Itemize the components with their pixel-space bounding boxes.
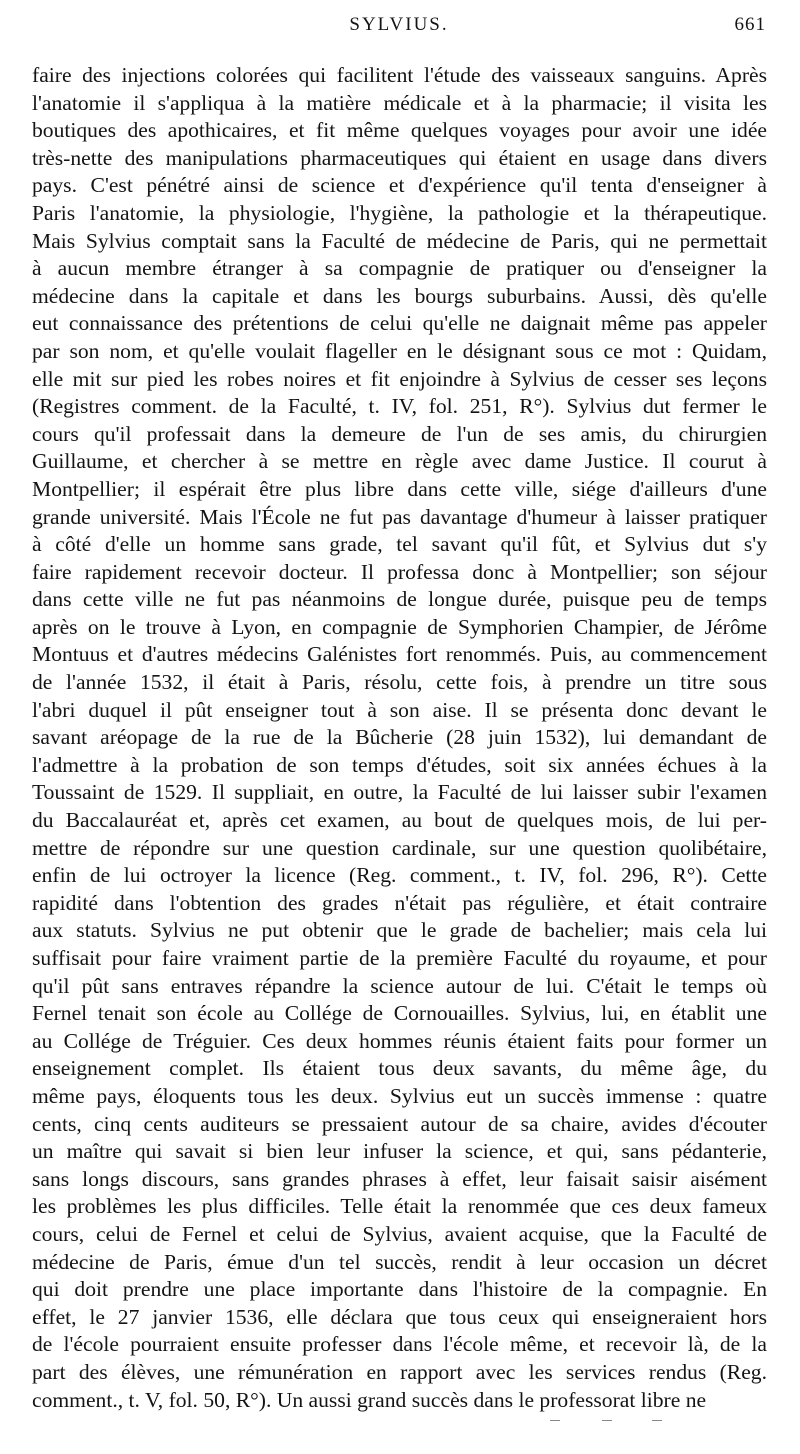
text-line: eut connaissance des prétentions de celui qu'elle ne daignait même pas appeler [32,311,767,336]
text-line: part des élèves, une rémunération en rapport avec les services rendus (Reg. [32,1359,767,1384]
page-number: 661 [734,14,766,35]
text-line: elle mit sur pied les robes noires et fit enjoindre à Sylvius de cesser ses leçons [32,366,767,391]
text-line: cents, cinq cents auditeurs se pressaient autour de sa chaire, avides d'écouter [32,1111,767,1136]
text-line: pays. C'est pénétré ainsi de science et d'expérience qu'il tenta d'enseigner à [32,173,767,198]
text-line: l'anatomie il s'appliqua à la matière médicale et à la pharmacie; il visita les [32,90,767,115]
text-line: l'abri duquel il pût enseigner tout à son aise. Il se présenta donc devant le [32,697,767,722]
text-line: par son nom, et qu'elle voulait flageller en le désignant sous ce mot : Quidam, [32,338,767,363]
text-line: Paris l'anatomie, la physiologie, l'hygiène, la pathologie et la thérapeutique. [32,200,767,225]
text-line: mettre de répondre sur une question cardinale, sur une question quolibétaire, [32,835,767,860]
text-line: aux statuts. Sylvius ne put obtenir que le grade de bachelier; mais cela lui [32,918,767,943]
printer-mark [550,1420,560,1421]
text-line: du Baccalauréat et, après cet examen, au bout de quelques mois, de lui per- [32,808,767,833]
running-title: SYLVIUS. [349,14,449,35]
text-line: à aucun membre étranger à sa compagnie de pratiquer ou d'enseigner la [32,256,767,281]
printer-mark [652,1420,662,1421]
running-head [32,10,766,40]
text-line: qu'il pût sans entraves répandre la science autour de lui. C'était le temps où [32,973,767,998]
text-line: médecine dans la capitale et dans les bourgs suburbains. Aussi, dès qu'elle [32,283,767,308]
text-line: Fernel tenait son école au Collége de Cornouailles. Sylvius, lui, en établit une [32,1001,767,1026]
text-line: sans longs discours, sans grandes phrases à effet, leur faisait saisir aisément [32,1166,767,1191]
text-line: rapidité dans l'obtention des grades n'était pas régulière, et était contraire [32,890,767,915]
text-line: faire rapidement recevoir docteur. Il professa donc à Montpellier; son séjour [32,559,767,584]
text-line: cours, celui de Fernel et celui de Sylvius, avaient acquise, que la Faculté de [32,1221,767,1246]
body-text [32,62,767,1414]
text-line: Montpellier; il espérait être plus libre dans cette ville, siége d'ailleurs d'une [32,476,767,501]
text-line: Montuus et d'autres médecins Galénistes fort renommés. Puis, au commencement [32,642,767,667]
text-line: Mais Sylvius comptait sans la Faculté de médecine de Paris, qui ne permettait [32,228,767,253]
text-line: savant aréopage de la rue de la Bûcherie (28 juin 1532), lui demandant de [32,725,767,750]
text-line: médecine de Paris, émue d'un tel succès, rendit à leur occasion un décret [32,1249,767,1274]
text-line: Guillaume, et chercher à se mettre en règle avec dame Justice. Il courut à [32,449,767,474]
text-line: même pays, éloquents tous les deux. Sylvius eut un succès immense : quatre [32,1083,767,1108]
text-line: comment., t. V, fol. 50, R°). Un aussi grand succès dans le professorat libre ne [32,1387,707,1412]
text-line: suffisait pour faire vraiment partie de la première Faculté du royaume, et pour [32,946,767,970]
text-line: l'admettre à la probation de son temps d'études, soit six années échues à la [32,752,767,777]
printer-marks [540,1420,720,1430]
text-line: enfin de lui octroyer la licence (Reg. comment., t. IV, fol. 296, R°). Cette [32,863,767,888]
text-line: au Collége de Tréguier. Ces deux hommes réunis étaient faits pour former un [32,1028,767,1053]
text-line: très-nette des manipulations pharmaceutiques qui étaient en usage dans divers [32,145,767,170]
text-line: les problèmes les plus difficiles. Telle était la renommée que ces deux fameux [32,1194,767,1219]
text-line: grande université. Mais l'École ne fut pas davantage d'humeur à laisser pratiquer [32,504,767,529]
text-line: effet, le 27 janvier 1536, elle déclara que tous ceux qui enseigneraient hors [32,1304,767,1329]
text-line: Toussaint de 1529. Il suppliait, en outre, la Faculté de lui laisser subir l'examen [32,780,767,805]
text-line: dans cette ville ne fut pas néanmoins de longue durée, puisque peu de temps [32,587,767,612]
text-line: de l'année 1532, il était à Paris, résolu, cette fois, à prendre un titre sous [32,670,767,695]
text-line: après on le trouve à Lyon, en compagnie de Symphorien Champier, de Jérôme [32,614,767,639]
printer-mark [602,1420,612,1421]
text-line: enseignement complet. Ils étaient tous deux savants, du même âge, du [32,1056,767,1081]
text-line: de l'école pourraient ensuite professer dans l'école même, et recevoir là, de la [32,1332,767,1357]
text-line: un maître qui savait si bien leur infuser la science, et qui, sans pédanterie, [32,1139,767,1164]
text-line: boutiques des apothicaires, et fit même quelques voyages pour avoir une idée [32,118,767,143]
text-line: cours qu'il professait dans la demeure de l'un de ses amis, du chirurgien [32,421,767,446]
text-line: (Registres comment. de la Faculté, t. IV, fol. 251, R°). Sylvius dut fermer le [32,394,767,419]
text-line: faire des injections colorées qui facilitent l'étude des vaisseaux sanguins. Après [32,63,767,87]
text-line: à côté d'elle un homme sans grade, tel savant qu'il fût, et Sylvius dut s'y [32,532,767,557]
text-line: qui doit prendre une place importante dans l'histoire de la compagnie. En [32,1277,767,1302]
